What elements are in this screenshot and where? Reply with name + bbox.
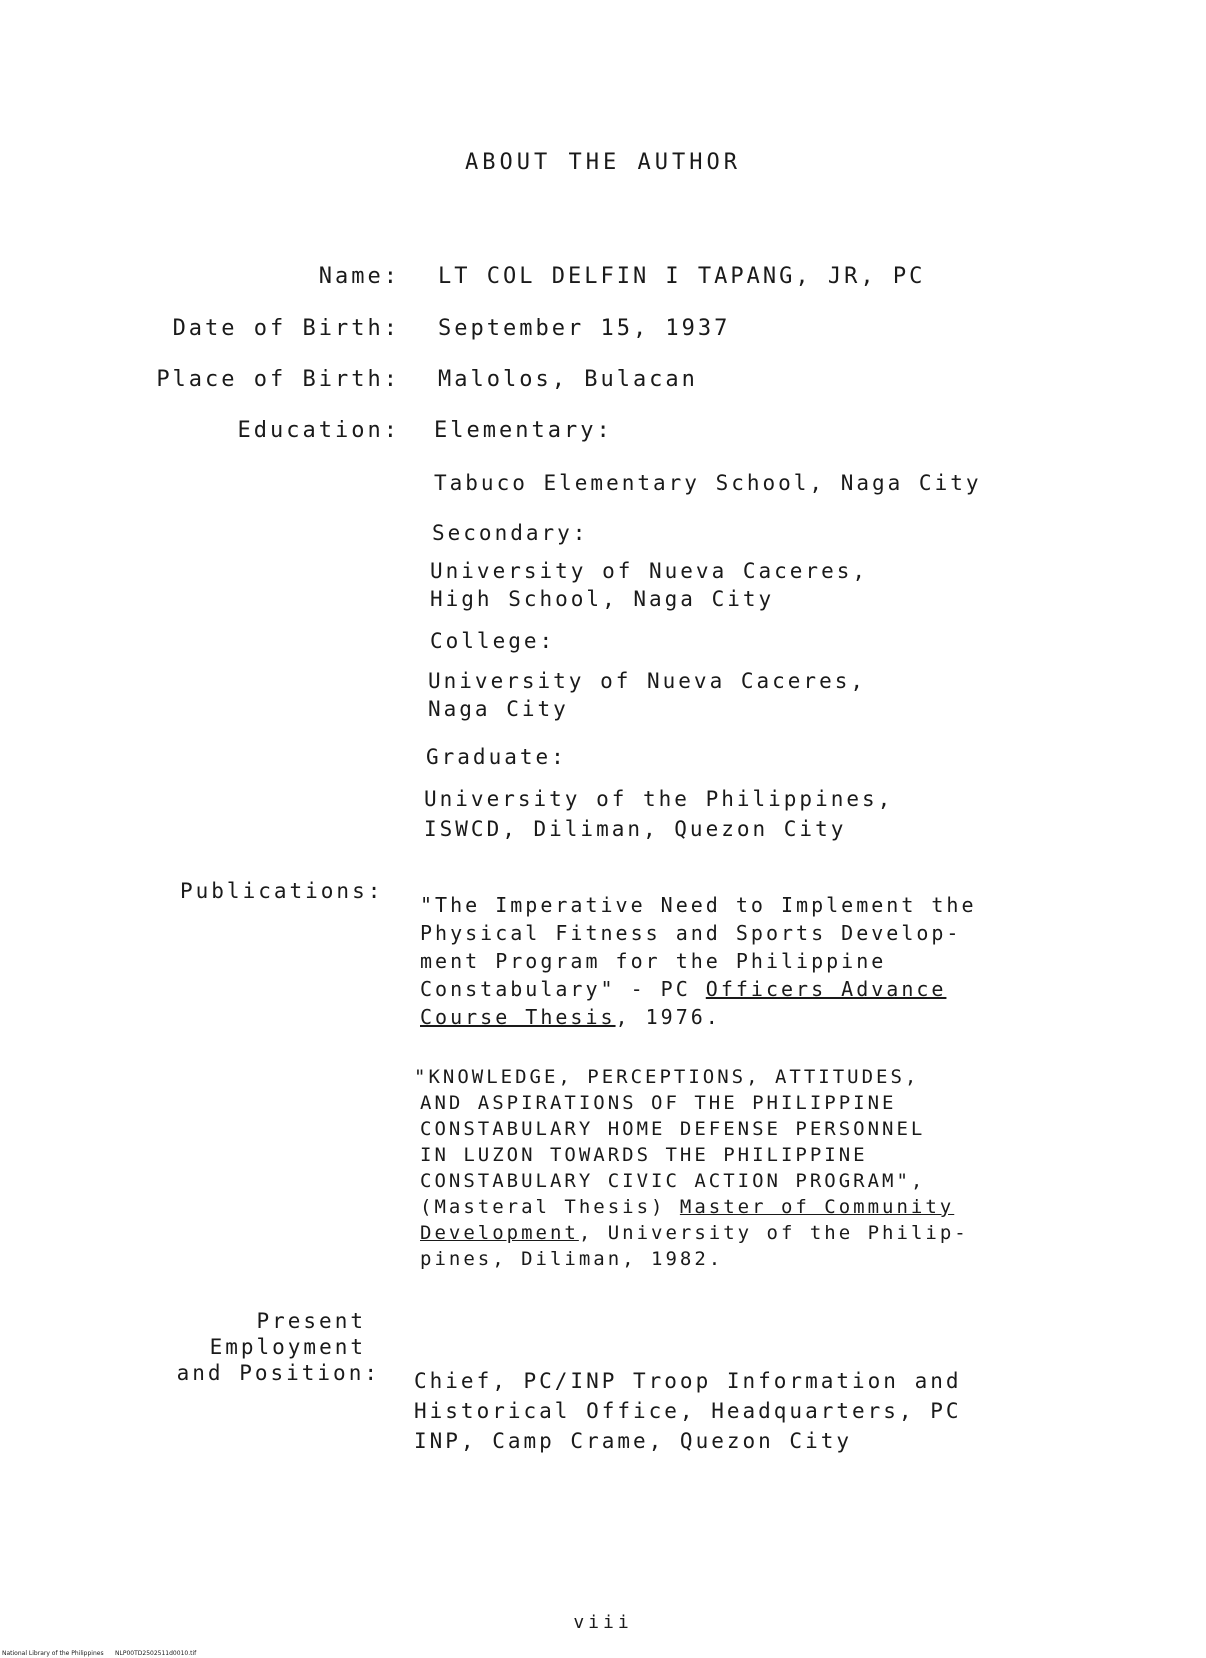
publication-1-line-1: "The Imperative Need to Implement the — [420, 893, 977, 917]
publication-1-thesis: Course Thesis — [420, 1005, 616, 1029]
elementary-school: Tabuco Elementary School, Naga City — [434, 471, 982, 495]
employment-line-1: Chief, PC/INP Troop Information and — [414, 1369, 962, 1393]
dob-label: Date of Birth: — [172, 316, 400, 341]
secondary-heading: Secondary: — [432, 521, 589, 545]
employment-line-2: Historical Office, Headquarters, PC — [414, 1399, 962, 1423]
education-label: Education: — [237, 418, 400, 443]
pob-label: Place of Birth: — [156, 367, 400, 392]
publication-1-line-5 — [420, 1002, 721, 1032]
publication-2-line-8: pines, Diliman, 1982. — [420, 1248, 724, 1270]
publication-2-line-4: IN LUZON TOWARDS THE PHILIPPINE — [420, 1144, 868, 1166]
elementary-heading: Elementary: — [434, 418, 613, 443]
publication-2-thesis-type: (Masteral Thesis) — [420, 1196, 680, 1218]
employment-label-line-2: Employment — [209, 1335, 366, 1359]
publication-2-line-5: CONSTABULARY CIVIC ACTION PROGRAM", — [420, 1170, 926, 1192]
library-name: National Library of the Philippines — [2, 1650, 104, 1657]
publication-2-degree-cont: Development — [420, 1222, 579, 1244]
page-title: ABOUT THE AUTHOR — [465, 150, 741, 175]
secondary-line-2: High School, Naga City — [430, 587, 775, 611]
publications-label: Publications: — [180, 879, 384, 903]
file-name: NLP00TD2502511d0010.tif — [115, 1650, 197, 1657]
graduate-line-1: University of the Philippines, — [424, 787, 894, 811]
college-line-2: Naga City — [428, 697, 569, 721]
secondary-line-1: University of Nueva Caceres, — [430, 559, 869, 583]
publication-1-year: , 1976. — [615, 1005, 721, 1029]
scan-footer — [2, 1650, 196, 1657]
publication-2-line-3: CONSTABULARY HOME DEFENSE PERSONNEL — [420, 1118, 926, 1140]
employment-label-line-3: and Position: — [176, 1361, 380, 1385]
employment-label-line-1: Present — [256, 1309, 366, 1333]
publication-1-course: Officers Advance — [705, 977, 947, 1001]
publication-1-line-4-text: Constabulary" - PC — [420, 977, 706, 1001]
college-heading: College: — [430, 629, 556, 653]
graduate-line-2: ISWCD, Diliman, Quezon City — [424, 817, 847, 841]
dob-value: September 15, 1937 — [438, 316, 731, 341]
publication-1-line-3: ment Program for the Philippine — [420, 949, 887, 973]
employment-line-3: INP, Camp Crame, Quezon City — [414, 1429, 853, 1453]
name-value: LT COL DELFIN I TAPANG, JR, PC — [438, 264, 926, 289]
publication-2-line-2: AND ASPIRATIONS OF THE PHILIPPINE — [420, 1092, 897, 1114]
publication-2-line-1: "KNOWLEDGE, PERCEPTIONS, ATTITUDES, — [414, 1066, 920, 1088]
page-number: viii — [573, 1612, 633, 1633]
graduate-heading: Graduate: — [426, 745, 567, 769]
college-line-1: University of Nueva Caceres, — [428, 669, 867, 693]
pob-value: Malolos, Bulacan — [438, 367, 698, 392]
name-label: Name: — [318, 264, 400, 289]
publication-1-line-4 — [420, 974, 946, 1004]
publication-1-line-2: Physical Fitness and Sports Develop- — [420, 921, 962, 945]
publication-2-degree: Master of Community — [679, 1196, 955, 1218]
publication-2-university: , University of the Philip- — [578, 1222, 969, 1244]
